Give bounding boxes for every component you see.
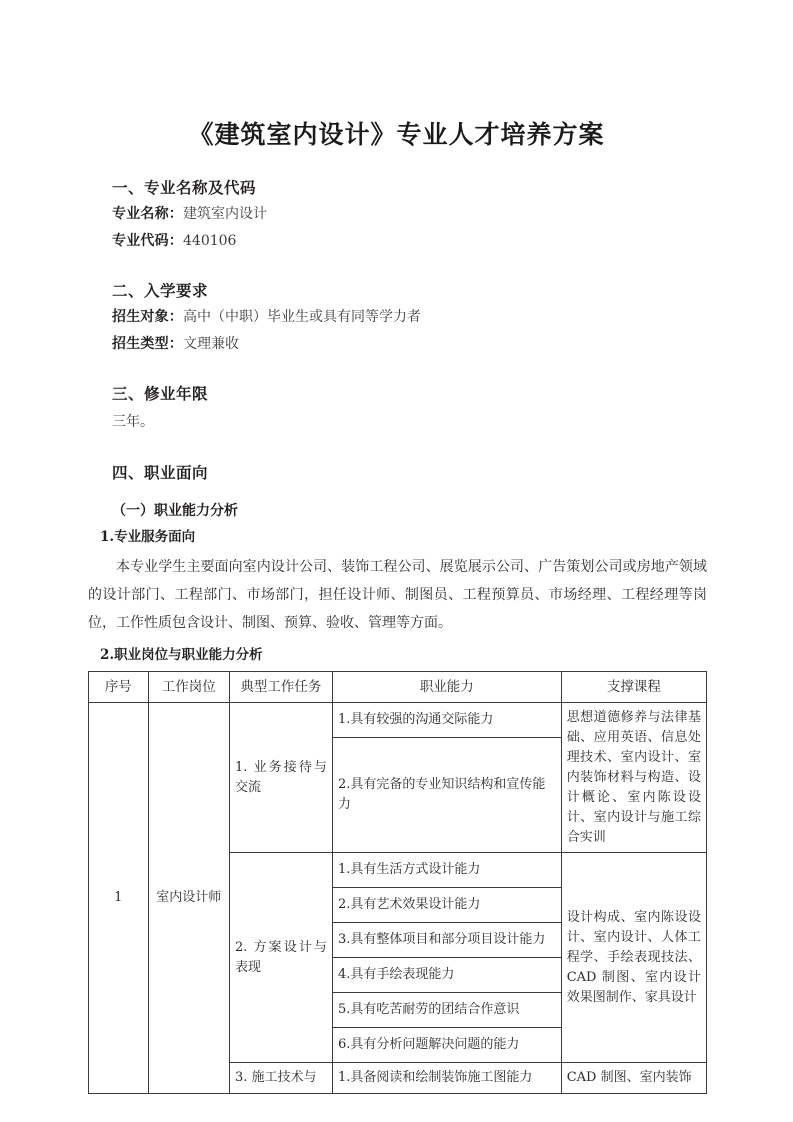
subsection-heading-service-orientation: 1.专业服务面向 (100, 529, 196, 545)
column-header-serial: 序号 (89, 672, 149, 703)
table-row (89, 703, 707, 738)
section-heading-1: 一、专业名称及代码 (112, 178, 257, 197)
field-admission-type-value: 文理兼收 (183, 336, 239, 352)
column-header-post: 工作岗位 (148, 672, 229, 703)
cell-ability-2-2: 2.具有艺术效果设计能力 (332, 888, 561, 923)
study-duration-text: 三年。 (112, 414, 154, 430)
table-header-row (89, 672, 707, 703)
cell-serial-1: 1 (89, 703, 149, 1094)
section-heading-3: 三、修业年限 (112, 384, 209, 403)
column-header-course: 支撑课程 (561, 672, 706, 703)
career-ability-table-wrapper (0, 667, 793, 1094)
cell-task-1: 1. 业务接待与交流 (229, 703, 332, 853)
field-admission-target-label: 招生对象： (112, 309, 183, 325)
field-major-name (88, 201, 707, 228)
career-ability-table (88, 671, 707, 1094)
subsection-heading-post-ability: 2.职业岗位与职业能力分析 (100, 647, 263, 663)
field-major-code-label: 专业代码： (112, 233, 183, 249)
column-header-ability: 职业能力 (332, 672, 561, 703)
cell-task-3: 3. 施工技术与 (229, 1063, 332, 1094)
section-heading-4: 四、职业面向 (112, 463, 209, 482)
table-body (89, 703, 707, 1094)
field-major-code (88, 228, 707, 255)
cell-ability-2-1: 1.具有生活方式设计能力 (332, 853, 561, 888)
cell-task-2: 2. 方案设计与表现 (229, 853, 332, 1063)
cell-ability-3-1: 1.具备阅读和绘制装饰施工图能力 (332, 1063, 561, 1094)
cell-course-2: 设计构成、室内陈设设计、室内设计、人体工程学、手绘表现技法、CAD 制图、室内设计效果图制作、家具设计 (561, 853, 706, 1063)
document-body (0, 152, 793, 667)
column-header-task: 典型工作任务 (229, 672, 332, 703)
field-major-code-value: 440106 (183, 233, 237, 249)
cell-course-3: CAD 制图、室内装饰 (561, 1063, 706, 1094)
cell-ability-2-6: 6.具有分析问题解决问题的能力 (332, 1028, 561, 1063)
cell-ability-1-2: 2.具有完备的专业知识结构和宣传能力 (332, 738, 561, 853)
cell-ability-2-4: 4.具有手绘表现能力 (332, 958, 561, 993)
field-admission-target (88, 304, 707, 331)
subsection-heading-career-ability: （一）职业能力分析 (112, 503, 238, 519)
cell-ability-1-1: 1.具有较强的沟通交际能力 (332, 703, 561, 738)
page-title: 《建筑室内设计》专业人才培养方案 (188, 120, 605, 149)
cell-ability-2-5: 5.具有吃苦耐劳的团结合作意识 (332, 993, 561, 1028)
field-admission-type (88, 331, 707, 358)
field-major-name-value: 建筑室内设计 (183, 206, 267, 222)
table-header (89, 672, 707, 703)
cell-post-interior-designer: 室内设计师 (148, 703, 229, 1094)
service-orientation-paragraph: 本专业学生主要面向室内设计公司、装饰工程公司、展览展示公司、广告策划公司或房地产领域的设计部门、工程部门、市场部门，担任设计师、制图员、工程预算员、市场经理、工程经理等岗位，工作性质包含设计、制图、预算、验收、管理等方面。 (88, 559, 707, 631)
field-major-name-label: 专业名称： (112, 206, 183, 222)
cell-ability-2-3: 3.具有整体项目和部分项目设计能力 (332, 923, 561, 958)
cell-course-1: 思想道德修养与法律基础、应用英语、信息处理技术、室内设计、室内装饰材料与构造、设计概论、室内陈设设计、室内设计与施工综合实训 (561, 703, 706, 853)
field-admission-type-label: 招生类型： (112, 336, 183, 352)
field-admission-target-value: 高中（中职）毕业生或具有同等学力者 (183, 309, 421, 325)
section-heading-2: 二、入学要求 (112, 281, 209, 300)
